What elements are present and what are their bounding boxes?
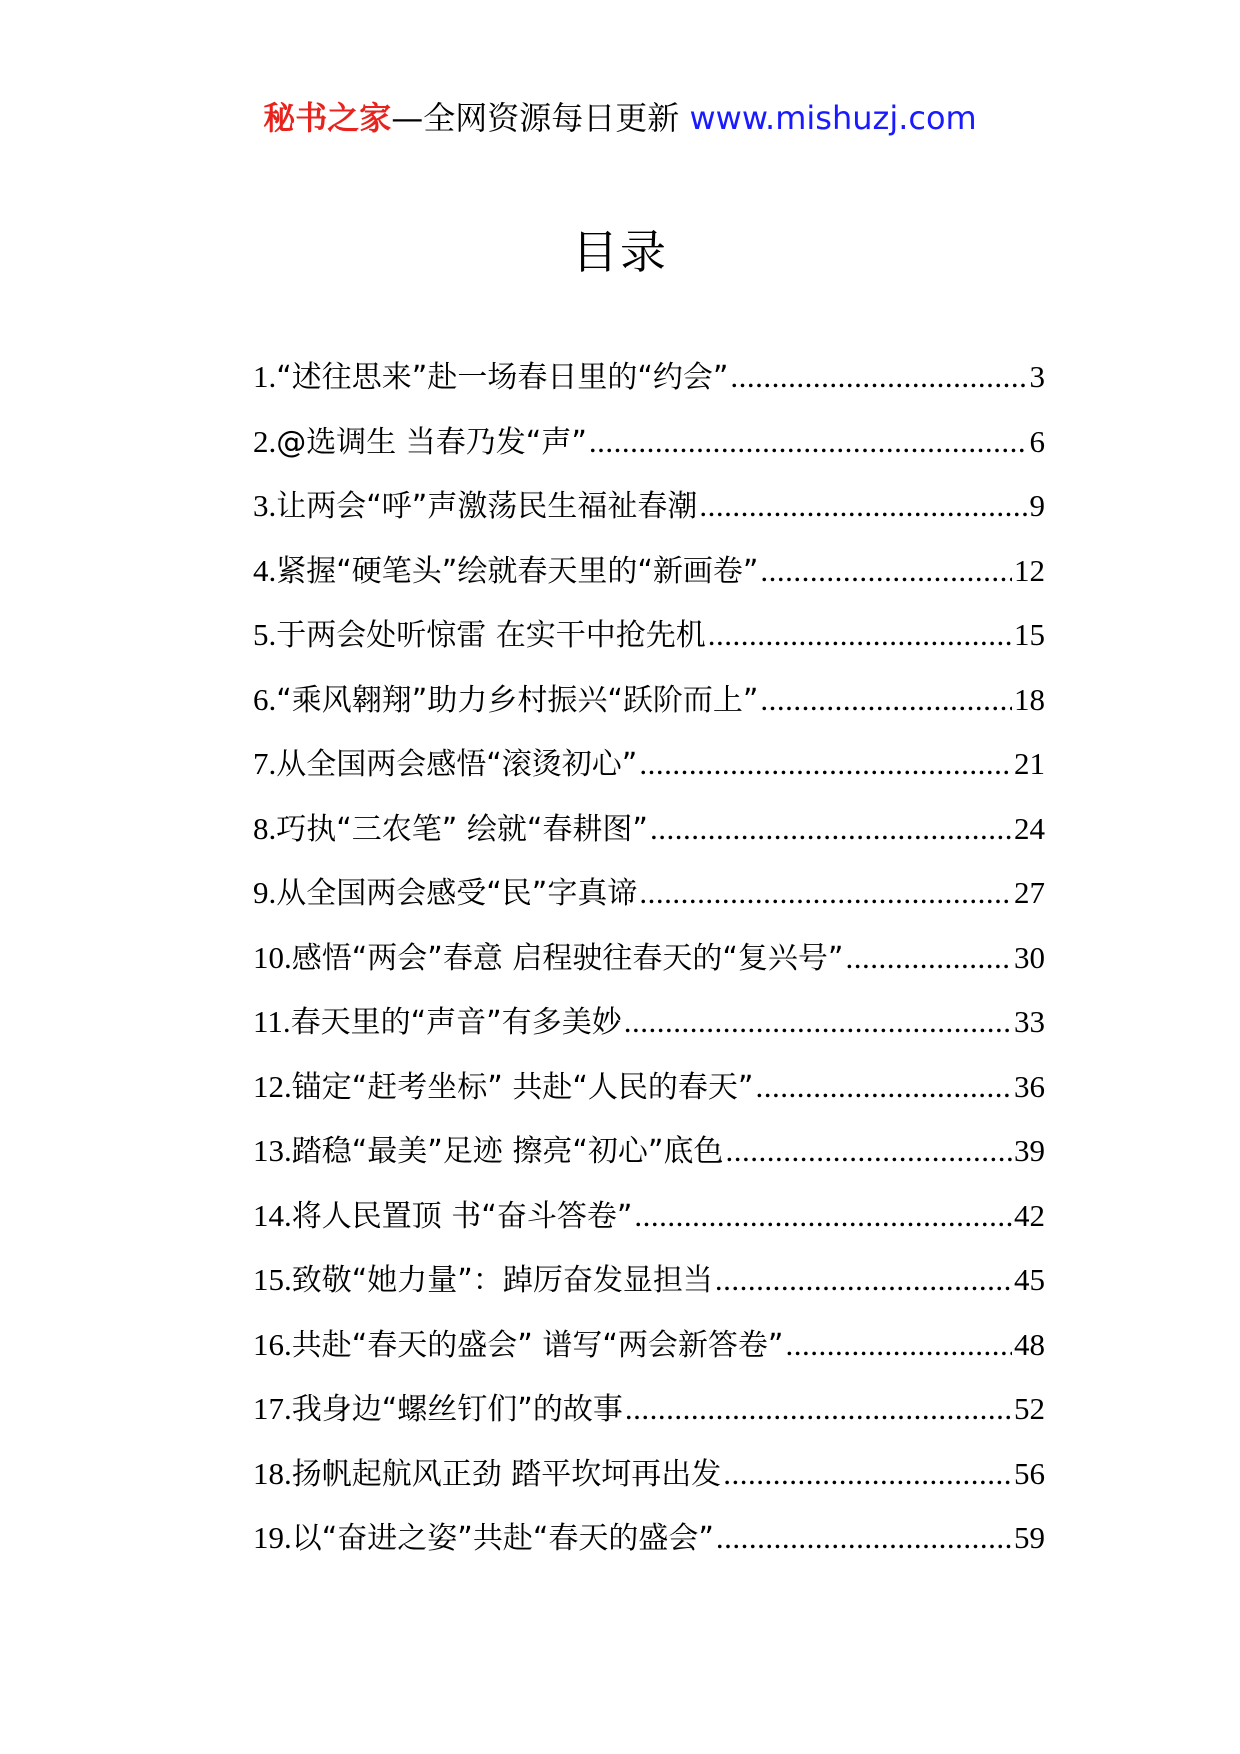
toc-dot-leader (760, 677, 1012, 723)
toc-item-number: 19. (253, 1520, 292, 1555)
toc-item-number: 17. (253, 1391, 292, 1426)
toc-item-title: 扬帆起航风正劲 踏平坎坷再出发 (291, 1456, 722, 1492)
toc-item-number: 16. (253, 1326, 292, 1362)
toc-item-number: 2. (253, 423, 277, 459)
toc-item-12[interactable] (253, 1064, 1045, 1129)
toc-item-number: 18. (253, 1455, 292, 1491)
site-header (0, 96, 1240, 140)
toc-dot-leader (625, 1386, 1012, 1432)
toc-item-8[interactable] (253, 806, 1045, 871)
toc-dot-leader (755, 1064, 1012, 1110)
toc-dot-leader (699, 483, 1027, 529)
toc-item-page: 59 (1014, 1520, 1045, 1555)
toc-item-page: 33 (1014, 1004, 1045, 1039)
toc-item-page: 30 (1014, 939, 1045, 975)
toc-dot-leader (639, 741, 1012, 787)
toc-dot-leader (723, 1451, 1012, 1497)
toc-dot-leader (708, 612, 1012, 658)
site-url-link[interactable]: www.mishuzj.com (689, 99, 977, 137)
toc-item-4[interactable] (253, 548, 1045, 613)
toc-list (253, 354, 1045, 1580)
toc-dot-leader (639, 870, 1012, 916)
toc-item-number: 7. (253, 746, 277, 781)
toc-dot-leader (589, 419, 1028, 465)
toc-dot-leader (624, 999, 1012, 1045)
toc-item-number: 8. (253, 810, 277, 846)
toc-item-title: 锚定“赶考坐标” 共赴“人民的春天” (291, 1069, 754, 1105)
toc-dot-leader (716, 1515, 1012, 1561)
toc-dot-leader (725, 1128, 1012, 1174)
toc-item-16[interactable] (253, 1322, 1045, 1387)
toc-item-number: 10. (253, 939, 292, 975)
toc-item-11[interactable] (253, 999, 1045, 1064)
toc-item-9[interactable] (253, 870, 1045, 935)
toc-item-page: 12 (1014, 552, 1045, 588)
toc-item-page: 52 (1014, 1391, 1045, 1426)
toc-item-page: 18 (1014, 681, 1045, 717)
toc-item-5[interactable] (253, 612, 1045, 677)
toc-title: 目录 (572, 225, 668, 279)
toc-dot-leader (730, 354, 1027, 400)
toc-item-6[interactable] (253, 677, 1045, 742)
toc-item-15[interactable] (253, 1257, 1045, 1322)
toc-item-title: 致敬“她力量”：踔厉奋发显担当 (291, 1263, 713, 1298)
toc-item-title: “乘风翱翔”助力乡村振兴“跃阶而上” (276, 682, 759, 718)
toc-item-title: 巧执“三农笔” 绘就“春耕图” (276, 811, 648, 847)
toc-item-7[interactable] (253, 741, 1045, 806)
brand-name: 秘书之家 (263, 99, 392, 137)
toc-dot-leader (785, 1322, 1012, 1368)
toc-item-page: 6 (1029, 423, 1045, 459)
toc-dot-leader (634, 1193, 1012, 1239)
toc-item-19[interactable] (253, 1515, 1045, 1580)
toc-item-number: 5. (253, 617, 277, 652)
toc-item-title: 于两会处听惊雷 在实干中抢先机 (276, 618, 706, 653)
toc-item-number: 13. (253, 1133, 292, 1168)
toc-dot-leader (845, 935, 1012, 981)
toc-item-page: 24 (1014, 810, 1045, 846)
toc-item-page: 15 (1014, 617, 1045, 652)
toc-item-title: 我身边“螺丝钉们”的故事 (291, 1392, 623, 1427)
toc-item-10[interactable] (253, 935, 1045, 1000)
toc-item-title: “述往思来”赴一场春日里的“约会” (276, 360, 729, 395)
toc-item-number: 4. (253, 552, 277, 588)
toc-item-13[interactable] (253, 1128, 1045, 1193)
toc-item-title: 从全国两会感受“民”字真谛 (276, 876, 638, 911)
toc-item-page: 9 (1029, 488, 1045, 523)
toc-item-page: 45 (1014, 1262, 1045, 1297)
toc-item-page: 36 (1014, 1068, 1045, 1104)
toc-item-2[interactable] (253, 419, 1045, 484)
toc-dot-leader (650, 806, 1012, 852)
toc-item-title: 从全国两会感悟“滚烫初心” (276, 747, 638, 782)
toc-item-17[interactable] (253, 1386, 1045, 1451)
toc-item-14[interactable] (253, 1193, 1045, 1258)
toc-item-3[interactable] (253, 483, 1045, 548)
toc-item-number: 15. (253, 1262, 292, 1297)
toc-item-title: @选调生 当春乃发“声” (276, 424, 587, 460)
toc-item-1[interactable] (253, 354, 1045, 419)
toc-item-18[interactable] (253, 1451, 1045, 1516)
toc-item-page: 39 (1014, 1133, 1045, 1168)
toc-item-page: 56 (1014, 1455, 1045, 1491)
toc-item-page: 48 (1014, 1326, 1045, 1362)
toc-item-title: 以“奋进之姿”共赴“春天的盛会” (291, 1521, 714, 1556)
toc-item-number: 11. (253, 1004, 291, 1039)
toc-item-title: 让两会“呼”声激荡民生福祉春潮 (276, 489, 698, 524)
toc-item-number: 6. (253, 681, 277, 717)
toc-item-title: 紧握“硬笔头”绘就春天里的“新画卷” (276, 553, 759, 589)
toc-item-page: 3 (1029, 359, 1045, 394)
toc-item-page: 42 (1014, 1197, 1045, 1233)
toc-item-page: 27 (1014, 875, 1045, 910)
toc-item-number: 1. (253, 359, 277, 394)
toc-item-number: 3. (253, 488, 277, 523)
toc-dot-leader (760, 548, 1012, 594)
toc-item-number: 12. (253, 1068, 292, 1104)
toc-item-title: 春天里的“声音”有多美妙 (290, 1005, 622, 1040)
toc-item-number: 14. (253, 1197, 292, 1233)
toc-item-title: 共赴“春天的盛会” 谱写“两会新答卷” (291, 1327, 784, 1363)
toc-item-title: 踏稳“最美”足迹 擦亮“初心”底色 (291, 1134, 724, 1169)
toc-item-title: 将人民置顶 书“奋斗答卷” (291, 1198, 633, 1234)
toc-item-page: 21 (1014, 746, 1045, 781)
toc-dot-leader (715, 1257, 1012, 1303)
toc-item-title: 感悟“两会”春意 启程驶往春天的“复兴号” (291, 940, 844, 976)
toc-item-number: 9. (253, 875, 277, 910)
site-slogan: —全网资源每日更新 (391, 99, 690, 137)
